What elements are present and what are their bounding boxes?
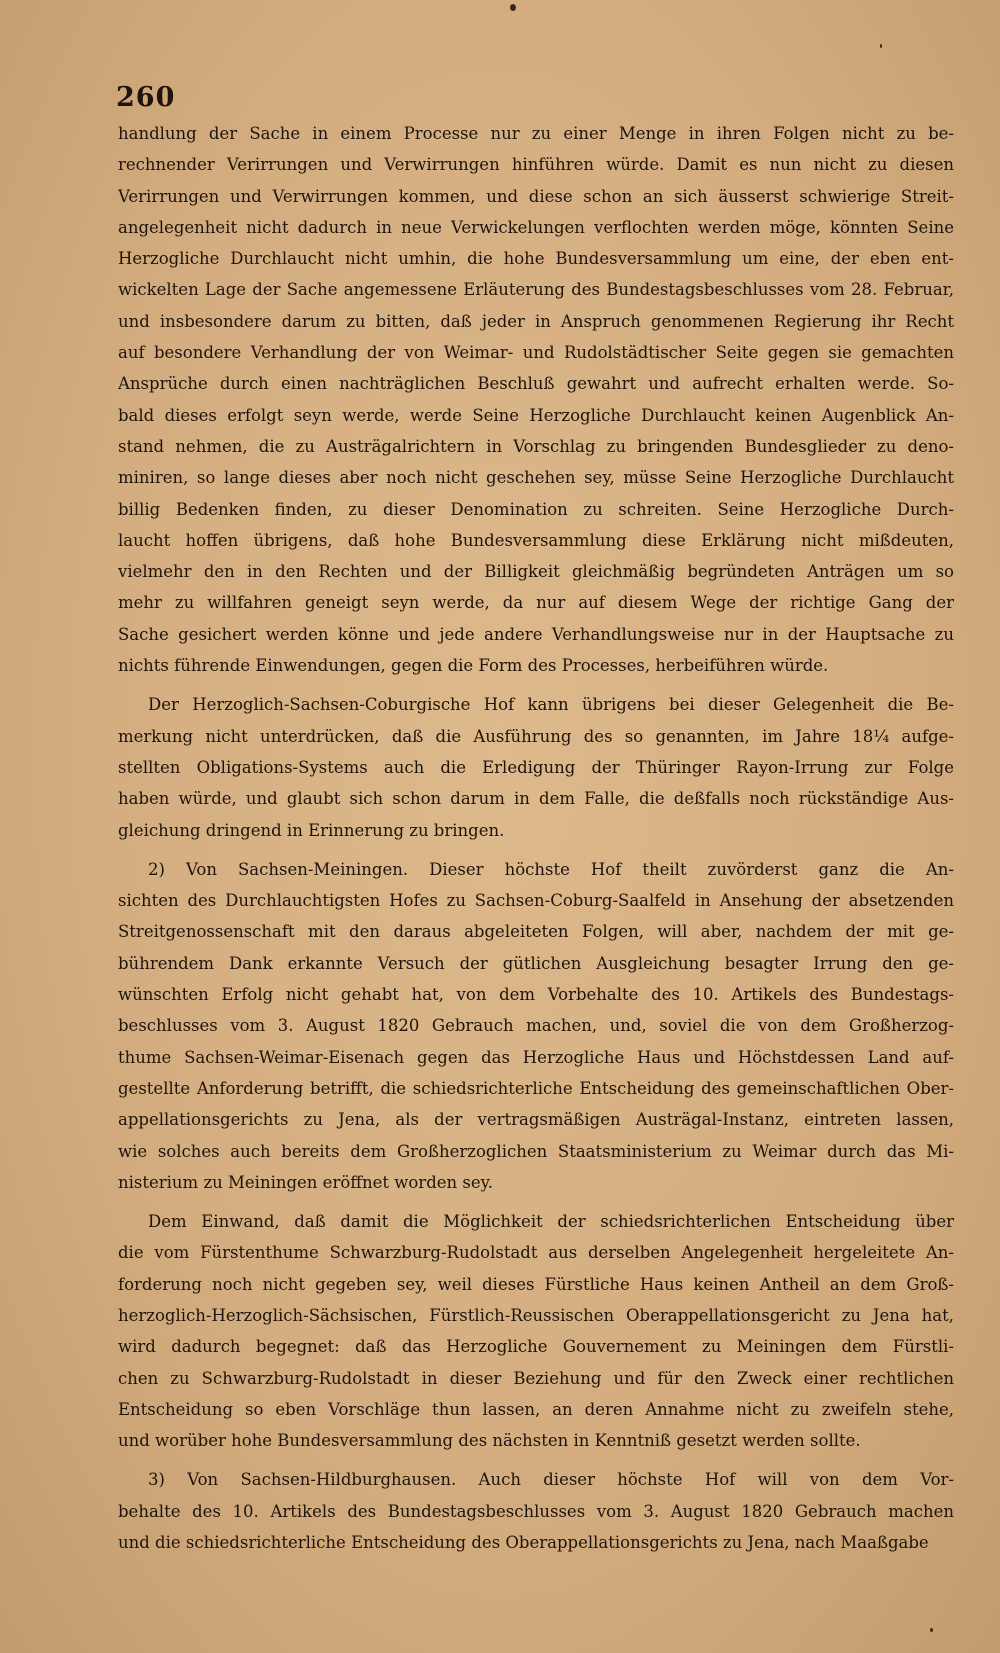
text-line: wünschten Erfolg nicht gehabt hat, von dem Vorbehalte des 10. Artikels des Bundestags- bbox=[118, 985, 954, 1005]
text-line: wickelten Lage der Sache angemessene Erläuterung des Bundestagsbeschlusses vom 28. Februar, bbox=[118, 280, 954, 300]
text-line: gleichung dringend in Erinnerung zu bringen. bbox=[118, 820, 505, 840]
paragraph bbox=[118, 854, 954, 1198]
text-line: miniren, so lange dieses aber noch nicht geschehen sey, müsse Seine Herzogliche Durchlaucht bbox=[118, 468, 954, 488]
text-line: handlung der Sache in einem Processe nur zu einer Menge in ihren Folgen nicht zu be- bbox=[118, 124, 954, 143]
text-line: sichten des Durchlauchtigsten Hofes zu Sachsen-Coburg-Saalfeld in Ansehung der absetzenden bbox=[118, 891, 954, 911]
text-line: rechnender Verirrungen und Verwirrungen hinführen würde. Damit es nun nicht zu diesen bbox=[118, 155, 954, 175]
text-line: die vom Fürstenthume Schwarzburg-Rudolstadt aus derselben Angelegenheit hergeleitete An- bbox=[118, 1243, 954, 1263]
paragraph bbox=[118, 689, 954, 845]
text-line: gestellte Anforderung betrifft, die schiedsrichterliche Entscheidung des gemeinschaftlichen Ober- bbox=[118, 1078, 954, 1098]
text-line: Dem Einwand, daß damit die Möglichkeit der schiedsrichterlichen Entscheidung über bbox=[148, 1212, 954, 1232]
text-line: forderung noch nicht gegeben sey, weil dieses Fürstliche Haus keinen Antheil an dem Groß- bbox=[118, 1274, 954, 1294]
text-line: und insbesondere darum zu bitten, daß jeder in Anspruch genommenen Regierung ihr Recht bbox=[118, 311, 954, 331]
ink-speck bbox=[510, 4, 516, 11]
body-text bbox=[118, 118, 954, 1566]
text-line: bald dieses erfolgt seyn werde, werde Seine Herzogliche Durchlaucht keinen Augenblick An- bbox=[118, 405, 954, 425]
ink-speck bbox=[880, 44, 882, 48]
ink-speck bbox=[930, 1628, 933, 1632]
paragraph bbox=[118, 118, 954, 681]
text-line: Sache gesichert werden könne und jede andere Verhandlungsweise nur in der Hauptsache zu bbox=[118, 624, 954, 644]
text-line: mehr zu willfahren geneigt seyn werde, da nur auf diesem Wege der richtige Gang der bbox=[118, 593, 954, 613]
text-line: appellationsgerichts zu Jena, als der vertragsmäßigen Austrägal-Instanz, eintreten lassen, bbox=[118, 1110, 954, 1130]
text-line: 3) Von Sachsen-Hildburghausen. Auch dieser höchste Hof will von dem Vor- bbox=[148, 1470, 954, 1490]
text-line: angelegenheit nicht dadurch in neue Verwickelungen verflochten werden möge, könnten Seine bbox=[118, 217, 954, 237]
text-line: Ansprüche durch einen nachträglichen Beschluß gewahrt und aufrecht erhalten werde. So- bbox=[118, 374, 954, 394]
text-line: und die schiedsrichterliche Entscheidung des Oberappellationsgerichts zu Jena, nach Maaßgabe bbox=[118, 1533, 929, 1553]
text-line: wird dadurch begegnet: daß das Herzogliche Gouvernement zu Meiningen dem Fürstli- bbox=[118, 1337, 954, 1357]
text-line: Entscheidung so eben Vorschläge thun lassen, an deren Annahme nicht zu zweifeln stehe, bbox=[118, 1399, 954, 1419]
paragraph bbox=[118, 1206, 954, 1456]
paragraph bbox=[118, 1464, 954, 1558]
text-line: haben würde, und glaubt sich schon darum in dem Falle, die deßfalls noch rückständige Aus- bbox=[118, 789, 954, 809]
text-line: merkung nicht unterdrücken, daß die Ausführung des so genannten, im Jahre 18¹⁄₄ aufge- bbox=[118, 726, 954, 746]
text-line: bührendem Dank erkannte Versuch der gütlichen Ausgleichung besagter Irrung den ge- bbox=[118, 953, 954, 973]
text-line: beschlusses vom 3. August 1820 Gebrauch machen, und, soviel die von dem Großherzog- bbox=[118, 1016, 954, 1036]
text-line: Streitgenossenschaft mit den daraus abgeleiteten Folgen, will aber, nachdem der mit ge- bbox=[118, 922, 954, 942]
text-line: nisterium zu Meiningen eröffnet worden sey. bbox=[118, 1172, 494, 1192]
text-line: behalte des 10. Artikels des Bundestagsbeschlusses vom 3. August 1820 Gebrauch machen bbox=[118, 1501, 954, 1521]
text-line: laucht hoffen übrigens, daß hohe Bundesversammlung diese Erklärung nicht mißdeuten, bbox=[118, 530, 954, 550]
text-line: Verirrungen und Verwirrungen kommen, und diese schon an sich äusserst schwierige Streit- bbox=[118, 186, 954, 206]
page-number: 260 bbox=[116, 82, 176, 113]
text-line: nichts führende Einwendungen, gegen die Form des Processes, herbeiführen würde. bbox=[118, 656, 829, 676]
text-line: stand nehmen, die zu Austrägalrichtern in Vorschlag zu bringenden Bundesglieder zu deno- bbox=[118, 436, 954, 456]
text-line: thume Sachsen-Weimar-Eisenach gegen das Herzogliche Haus und Höchstdessen Land auf- bbox=[118, 1047, 954, 1067]
text-line: chen zu Schwarzburg-Rudolstadt in dieser Beziehung und für den Zweck einer rechtlichen bbox=[118, 1368, 954, 1388]
text-line: 2) Von Sachsen-Meiningen. Dieser höchste Hof theilt zuvörderst ganz die An- bbox=[148, 859, 954, 879]
text-line: billig Bedenken finden, zu dieser Denomination zu schreiten. Seine Herzogliche Durch- bbox=[118, 499, 954, 519]
text-line: wie solches auch bereits dem Großherzoglichen Staatsministerium zu Weimar durch das Mi- bbox=[118, 1141, 954, 1161]
text-line: auf besondere Verhandlung der von Weimar- und Rudolstädtischer Seite gegen sie gemachten bbox=[118, 343, 954, 363]
text-line: stellten Obligations-Systems auch die Erledigung der Thüringer Rayon-Irrung zur Folge bbox=[118, 757, 954, 777]
text-line: und worüber hohe Bundesversammlung des nächsten in Kenntniß gesetzt werden sollte. bbox=[118, 1431, 861, 1451]
text-line: Der Herzoglich-Sachsen-Coburgische Hof kann übrigens bei dieser Gelegenheit die Be- bbox=[148, 695, 954, 715]
text-line: Herzogliche Durchlaucht nicht umhin, die hohe Bundesversammlung um eine, der eben ent- bbox=[118, 249, 954, 269]
text-line: herzoglich-Herzoglich-Sächsischen, Fürstlich-Reussischen Oberappellationsgericht zu Jena hat, bbox=[118, 1305, 954, 1325]
text-line: vielmehr den in den Rechten und der Billigkeit gleichmäßig begründeten Anträgen um so bbox=[118, 562, 954, 582]
